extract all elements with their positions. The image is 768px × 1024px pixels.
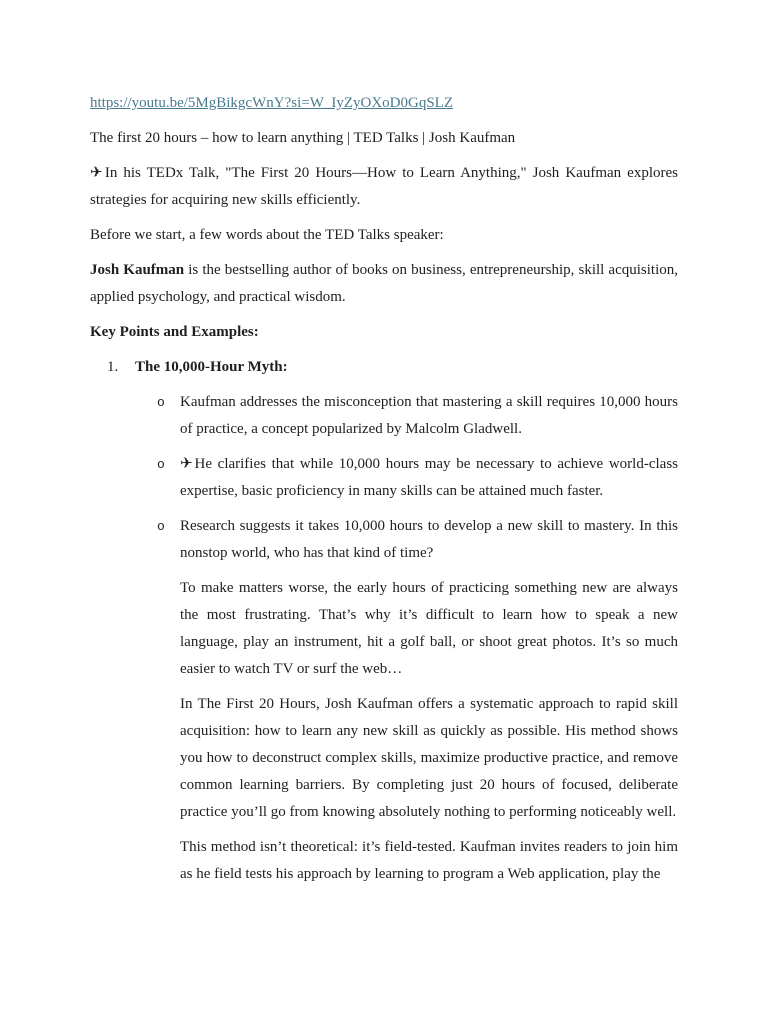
body-paragraph: In The First 20 Hours, Josh Kaufman offers a systematic approach to rapid skill acquisition: how to learn any new skill as quickly as possible. His method shows you how to deconstruct complex skills, maximize productive practice, and remove common learning barriers. By completing just 20 hours of focused, deliberate practice you’ll go from knowing absolutely nothing to performing noticeably well.	[180, 696, 678, 820]
sub-bullet-text: ✈He clarifies that while 10,000 hours may be necessary to achieve world-class expertise, basic proficiency in many skills can be attained much faster.	[180, 456, 678, 499]
sub-bullet-1	[90, 389, 678, 443]
bullet-marker: o	[157, 457, 165, 472]
sub-bullet-2	[90, 451, 678, 505]
numbered-item-title: The 10,000-Hour Myth:	[135, 359, 288, 375]
bullet-marker: o	[157, 519, 165, 534]
speaker-description: is the bestselling author of books on business, entrepreneurship, skill acquisition, applied psychology, and practical wisdom.	[90, 262, 678, 305]
link-line	[90, 90, 678, 117]
sub-bullet-3	[90, 513, 678, 567]
body-paragraph: To make matters worse, the early hours of practicing something new are always the most frustrating. That’s why it’s difficult to learn how to speak a new language, play an instrument, hit a golf ball, or shoot great photos. It’s so much easier to watch TV or surf the web…	[180, 580, 678, 677]
document-content	[90, 90, 678, 896]
sub-bullet-text: Research suggests it takes 10,000 hours to develop a new skill to mastery. In this nonstop world, who has that kind of time?	[180, 518, 678, 561]
speaker-paragraph	[90, 257, 678, 311]
intro-paragraph: ✈In his TEDx Talk, "The First 20 Hours—How to Learn Anything," Josh Kaufman explores strategies for acquiring new skills efficiently.	[90, 165, 678, 208]
sub-bullet-text: Kaufman addresses the misconception that mastering a skill requires 10,000 hours of practice, a concept popularized by Malcolm Gladwell.	[180, 394, 678, 437]
list-number: 1.	[107, 359, 119, 375]
body-paragraph: This method isn’t theoretical: it’s field-tested. Kaufman invites readers to join him as he field tests his approach by learning to program a Web application, play the	[180, 839, 678, 882]
numbered-item-1	[90, 354, 678, 381]
speaker-name: Josh Kaufman	[90, 262, 185, 278]
video-title: The first 20 hours – how to learn anything | TED Talks | Josh Kaufman	[90, 130, 516, 146]
key-points-heading: Key Points and Examples:	[90, 324, 259, 340]
before-line: Before we start, a few words about the TED Talks speaker:	[90, 227, 444, 243]
youtube-link[interactable]: https://youtu.be/5MgBikgcWnY?si=W_IyZyOXoD0GqSLZ	[90, 95, 454, 111]
bullet-marker: o	[157, 395, 165, 410]
